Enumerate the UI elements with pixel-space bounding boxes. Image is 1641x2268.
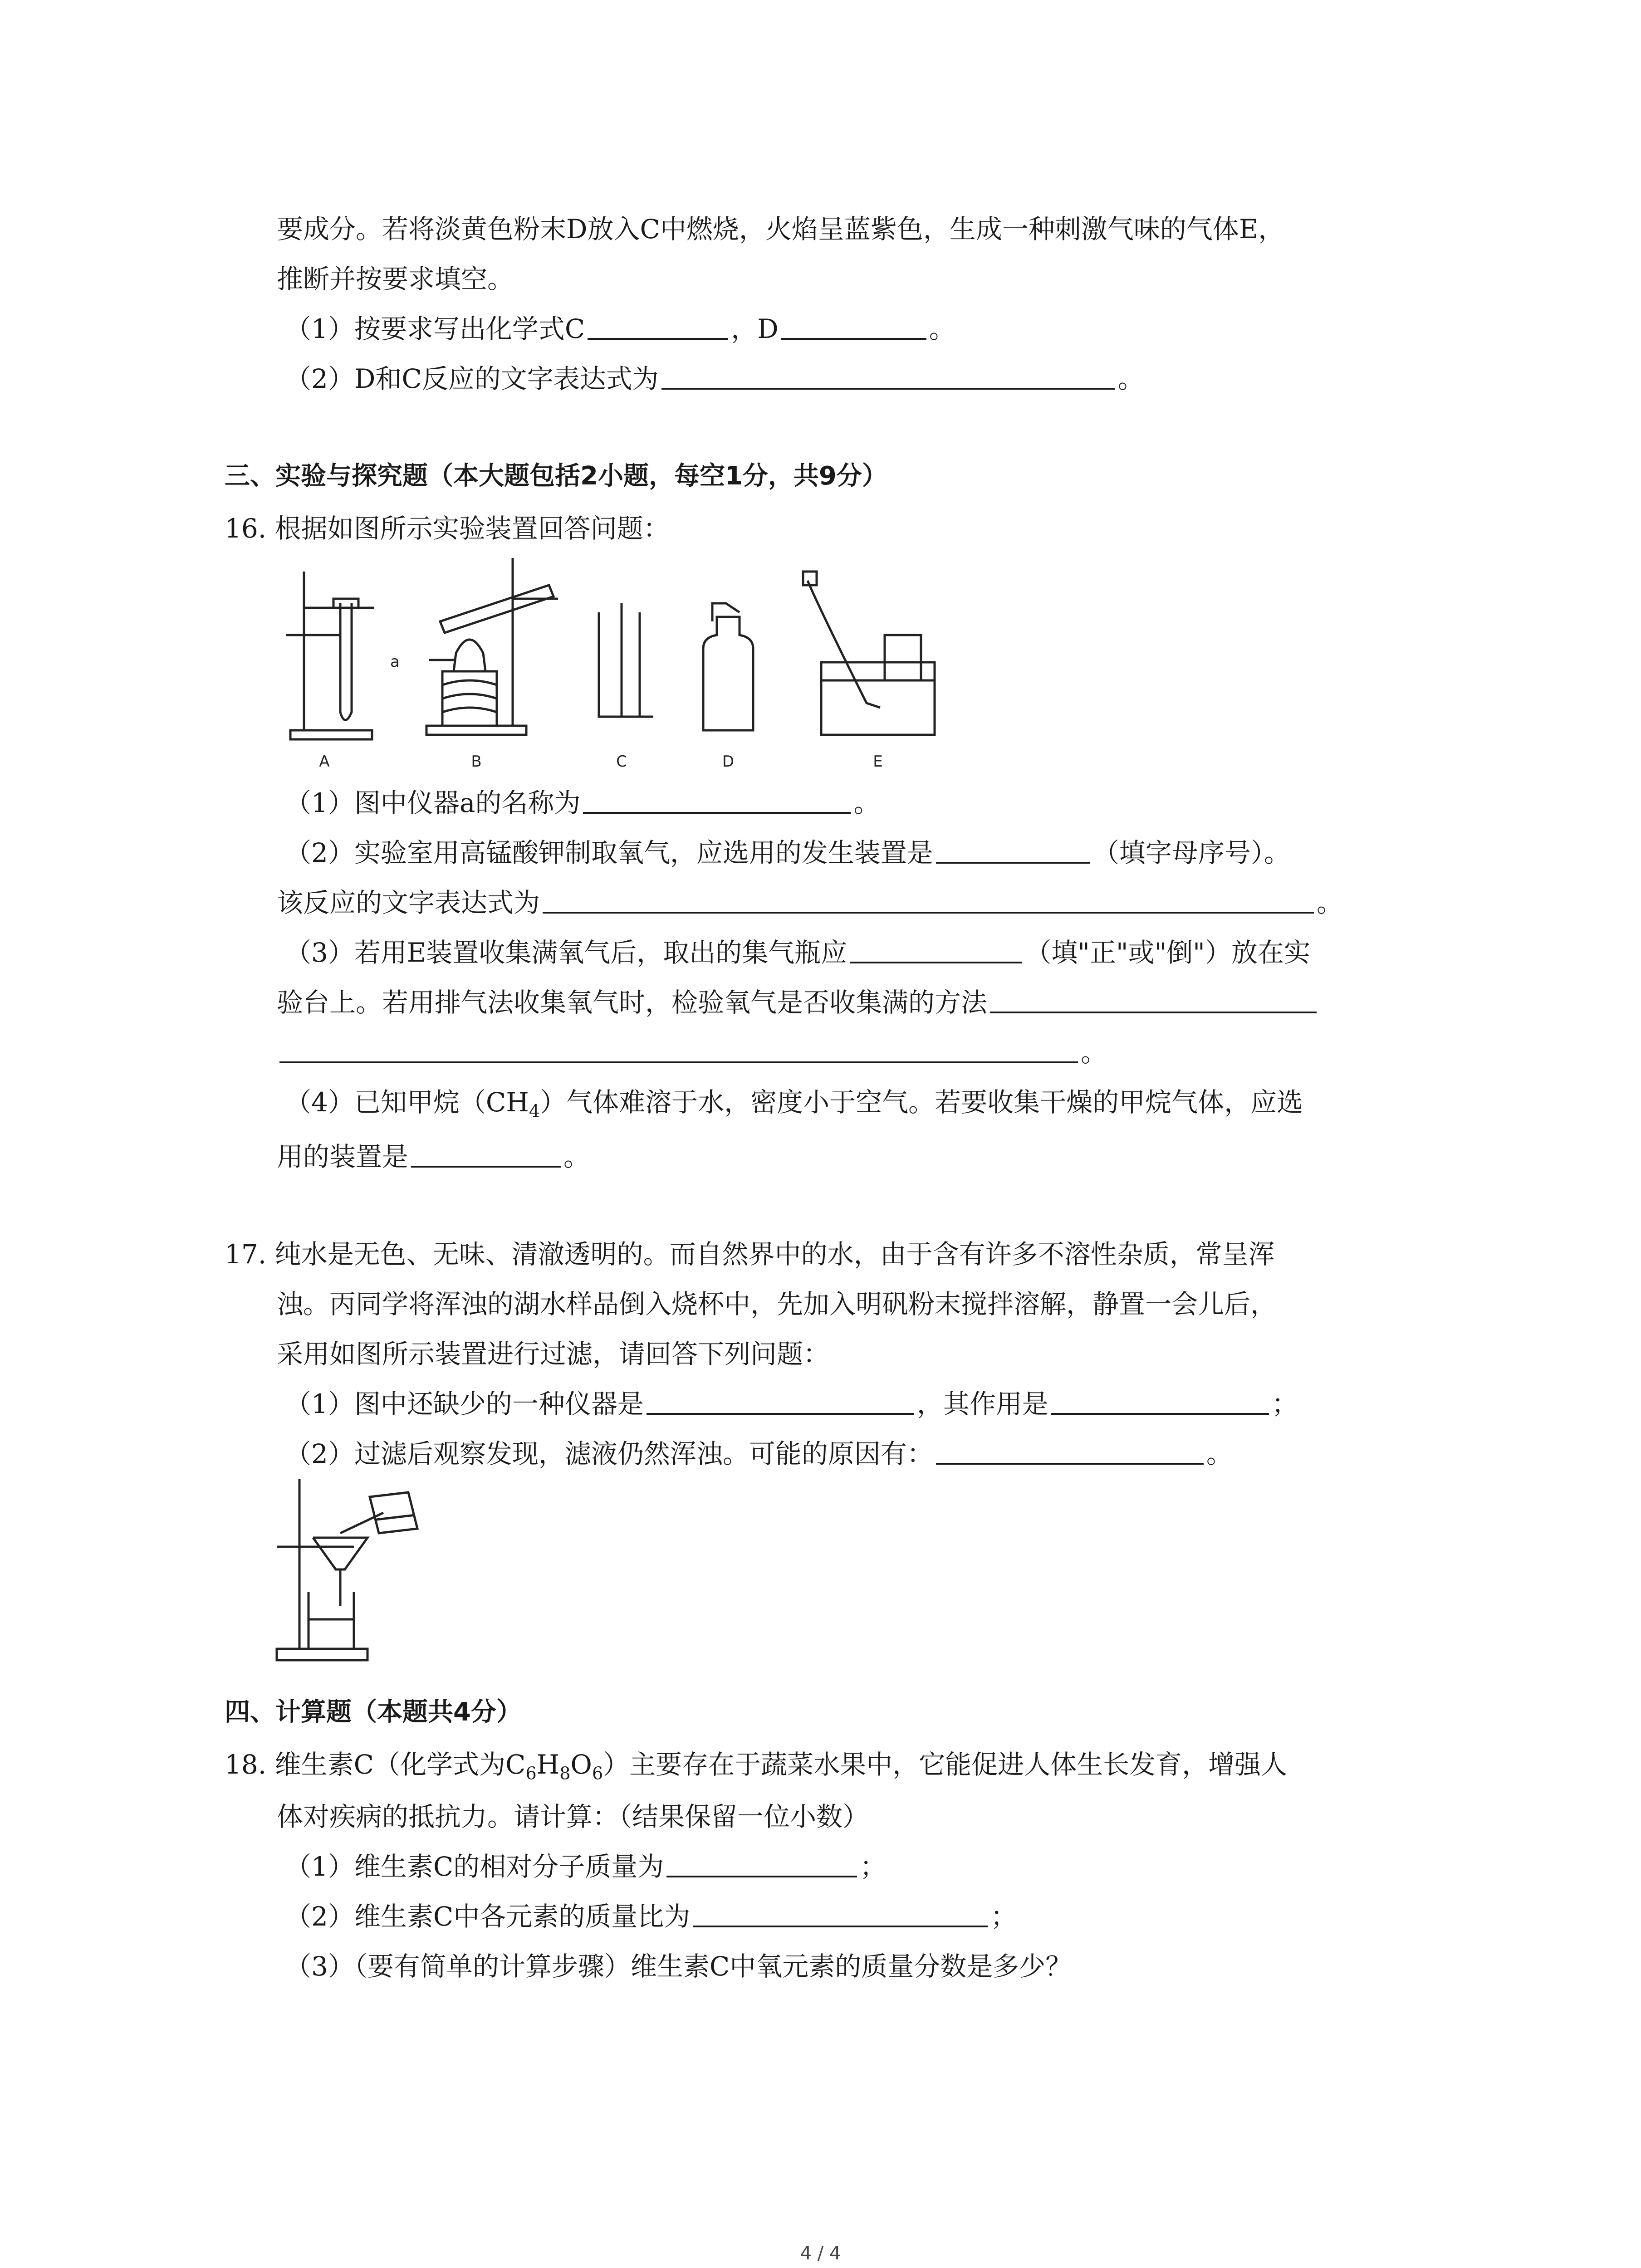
answer-blank[interactable] [583, 786, 851, 814]
answer-blank[interactable] [411, 1139, 561, 1168]
q16-part1: （1）图中仪器a的名称为 。 [285, 785, 880, 821]
filtration-apparatus-figure [272, 1470, 436, 1665]
q16-part4b: 用的装置是 。 [277, 1139, 590, 1175]
answer-blank[interactable] [1051, 1387, 1269, 1415]
figure-label-a: a [390, 653, 400, 671]
q17-line1: 17. 纯水是无色、无味、清澈透明的。而自然界中的水，由于含有许多不溶性杂质，常呈浑 [225, 1239, 1275, 1270]
q18-part3: （3）（要有简单的计算步骤）维生素C中氧元素的质量分数是多少？ [285, 1951, 1072, 1982]
answer-blank[interactable] [936, 836, 1090, 864]
q15-part1: （1）按要求写出化学式C ，D 。 [285, 311, 955, 347]
q15-line2: 推断并按要求填空。 [277, 264, 514, 294]
answer-blank[interactable] [279, 1035, 1078, 1063]
q18-part2: （2）维生素C中各元素的质量比为 ； [285, 1898, 1017, 1935]
q16-part3b: 验台上。若用排气法收集氧气时，检验氧气是否收集满的方法 [277, 984, 1319, 1021]
q16-part3: （3）若用E装置收集满氧气后，取出的集气瓶应 （填"正"或"倒"）放在实 [285, 934, 1310, 971]
q18-line1: 18. 维生素C（化学式为$C_6H_8O_6$）主要存在于蔬菜水果中，它能促进人体生长发育，增强人 [225, 1749, 1288, 1784]
figure-label-B: B [471, 753, 482, 771]
section4-heading: 四、计算题（本题共4分） [225, 1697, 522, 1727]
section3-heading: 三、实验与探究题（本大题包括2小题，每空1分，共9分） [225, 461, 887, 491]
answer-blank[interactable] [693, 1899, 988, 1927]
q17-part1: （1）图中还缺少的一种仪器是 ，其作用是 ； [285, 1386, 1298, 1422]
q17-line3: 采用如图所示装置进行过滤，请回答下列问题： [277, 1339, 830, 1369]
q16-part3c: 。 [277, 1034, 1107, 1070]
answer-blank[interactable] [588, 312, 728, 340]
answer-blank[interactable] [666, 1849, 857, 1877]
q16-part2: （2）实验室用高锰酸钾制取氧气，应选用的发生装置是 （填字母序号）。 [285, 835, 1290, 871]
answer-blank[interactable] [781, 312, 926, 340]
q15-part2: （2）D和C反应的文字表达式为 。 [285, 361, 1144, 397]
lab-apparatus-figure [277, 558, 966, 776]
figure-label-C: C [616, 753, 627, 771]
answer-blank[interactable] [543, 885, 1314, 914]
answer-blank[interactable] [990, 985, 1317, 1013]
figure-label-A: A [319, 753, 330, 771]
q16-part2b: 该反应的文字表达式为 。 [277, 885, 1343, 921]
answer-blank[interactable] [647, 1387, 914, 1415]
q18-part1: （1）维生素C的相对分子质量为 ； [285, 1848, 886, 1885]
q16-stem: 16. 根据如图所示实验装置回答问题： [225, 513, 670, 544]
answer-blank[interactable] [850, 935, 1022, 963]
q17-part2: （2）过滤后观察发现，滤液仍然浑浊。可能的原因有： 。 [285, 1436, 1233, 1472]
q16-part4: （4）已知甲烷$(CH_4)$气体难溶于水，密度小于空气。若要收集干燥的甲烷气体，应选 [285, 1087, 1303, 1121]
q17-line2: 浊。丙同学将浑浊的湖水样品倒入烧杯中，先加入明矾粉末搅拌溶解，静置一会儿后， [277, 1289, 1277, 1320]
answer-blank[interactable] [936, 1437, 1204, 1465]
answer-blank[interactable] [661, 362, 1115, 390]
figure-label-E: E [873, 753, 883, 771]
q18-line2: 体对疾病的抵抗力。请计算：（结果保留一位小数） [277, 1801, 869, 1832]
q15-line1: 要成分。若将淡黄色粉末D放入C中燃烧，火焰呈蓝紫色，生成一种刺激气味的气体E， [277, 214, 1285, 244]
figure-label-D: D [722, 753, 735, 771]
page-number: 4 / 4 [800, 2243, 841, 2264]
